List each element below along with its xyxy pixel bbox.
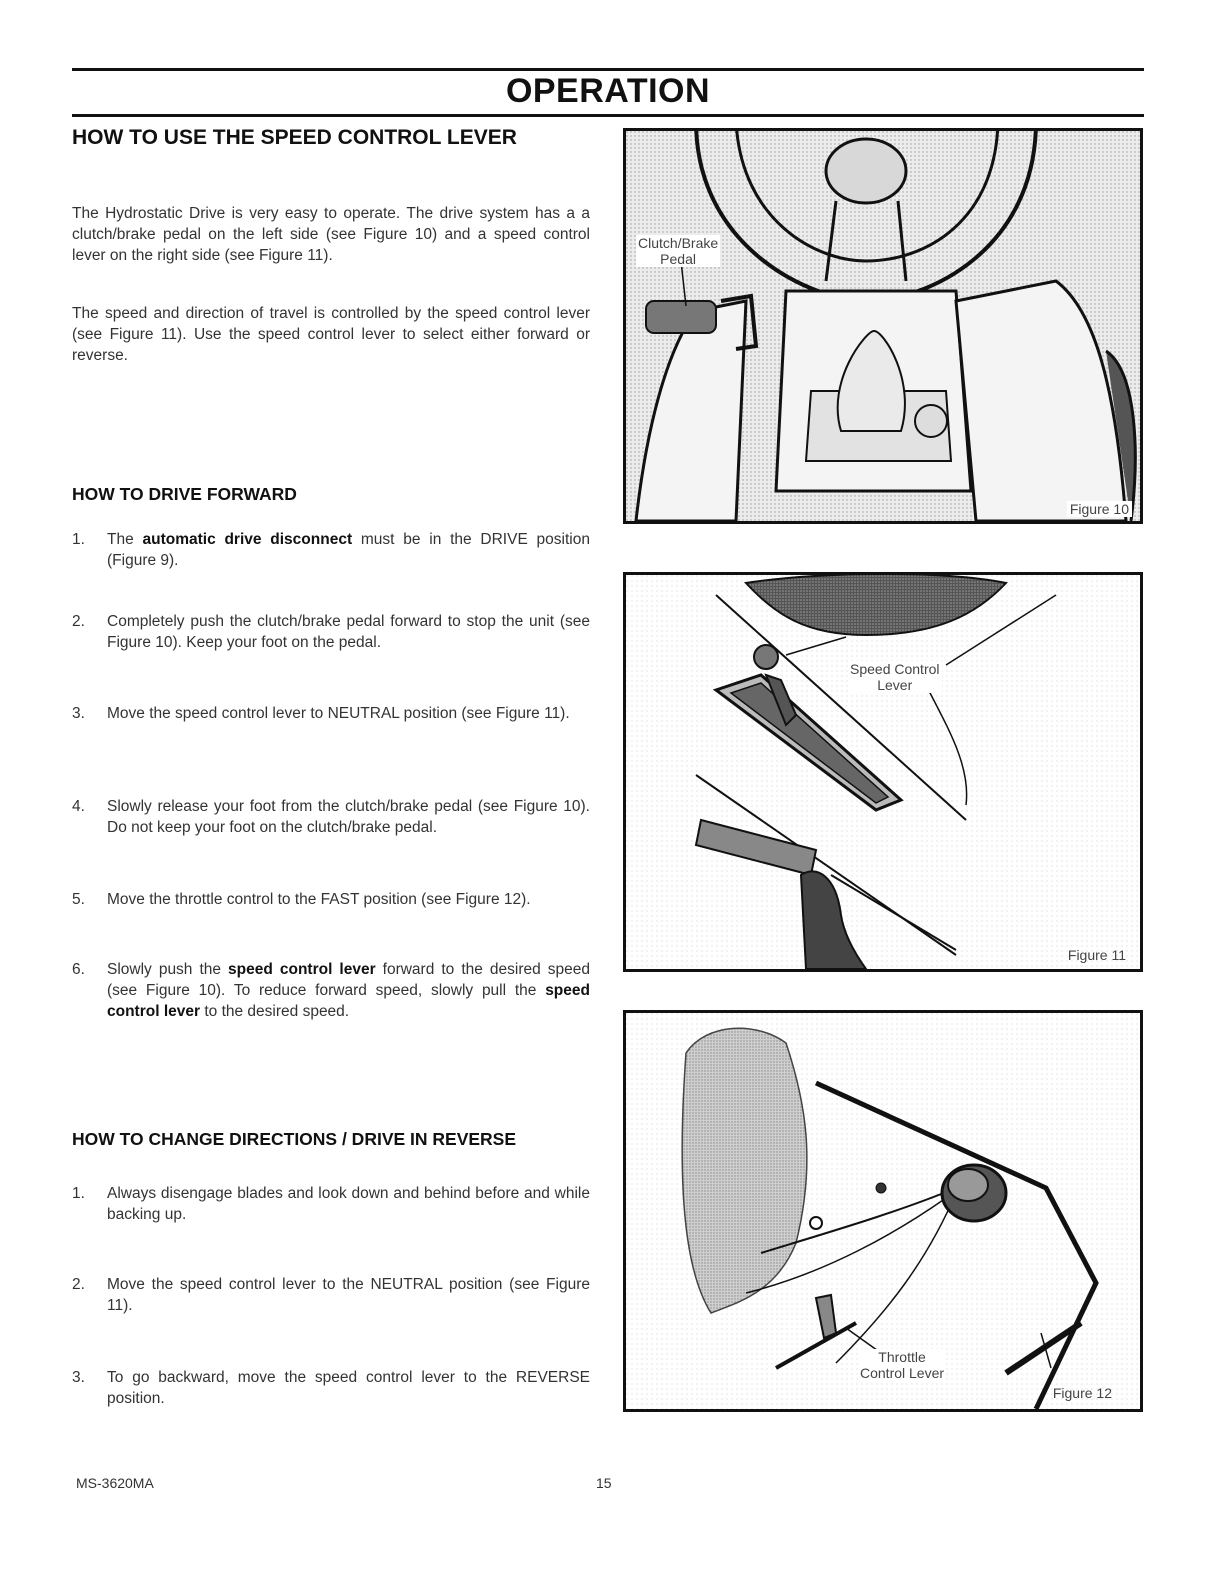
clutch-brake-pedal-label: Clutch/Brake Pedal [638,235,719,267]
section-heading-reverse: HOW TO CHANGE DIRECTIONS / DRIVE IN REVERSE [72,1129,517,1149]
intro-paragraph-1: The Hydrostatic Drive is very easy to operate. The drive system has a a clutch/brake pedal on the left side (see Figure 10) and a speed control lever on the right side (see Figure 11). [72,205,590,264]
figure-10 [623,128,1143,524]
bold-term: speed control lever [228,961,376,978]
top-rule [72,68,1144,71]
step-text: Slowly release your foot from the clutch/brake pedal (see Figure 10). Do not keep your foot on the clutch/brake pedal. [107,798,590,836]
step-number: 2. [72,1276,85,1293]
reverse-step-3 [72,1367,590,1409]
intro-paragraph-2: The speed and direction of travel is controlled by the speed control lever (see Figure 11). Use the speed control lever to select either forward or reverse. [72,305,590,364]
section-heading-forward: HOW TO DRIVE FORWARD [72,484,297,504]
step-number: 1. [72,531,85,548]
step-number: 6. [72,961,85,978]
forward-step-1 [72,529,590,571]
figure-12-caption: Figure 12 [1052,1385,1112,1401]
step-number: 5. [72,891,85,908]
step-text: Move the speed control lever to NEUTRAL position (see Figure 11). [107,705,570,722]
forward-step-6 [72,959,590,1022]
step-text: The automatic drive disconnect must be in the DRIVE position (Figure 9). [107,531,590,569]
step-number: 4. [72,798,85,815]
step-text: Always disengage blades and look down and behind before and while backing up. [107,1185,590,1223]
page-number: 15 [596,1475,612,1491]
step-text: Move the speed control lever to the NEUTRAL position (see Figure 11). [107,1276,590,1314]
forward-step-5 [72,889,590,910]
step-text: Move the throttle control to the FAST position (see Figure 12). [107,891,531,908]
step-number: 1. [72,1185,85,1202]
manual-code: MS-3620MA [76,1475,154,1491]
bold-term: speed control lever [107,982,590,1020]
step-text: To go backward, move the speed control lever to the REVERSE position. [107,1369,590,1407]
page-title: OPERATION [505,72,711,110]
forward-step-2 [72,611,590,653]
title-underline [72,114,1144,117]
step-number: 2. [72,613,85,630]
figure-12 [623,1010,1143,1412]
reverse-step-2 [72,1274,590,1316]
figure-11 [623,572,1143,972]
figure-11-caption: Figure 11 [1067,947,1126,963]
bold-term: automatic drive disconnect [142,531,353,548]
forward-step-3 [72,703,590,724]
figure-10-illustration [626,131,1140,521]
speed-control-lever-label: Speed Control Lever [850,661,940,693]
throttle-control-lever-label: Throttle Control Lever [860,1349,945,1381]
reverse-step-1 [72,1183,590,1225]
forward-step-4 [72,796,590,838]
figure-11-illustration [626,575,1140,969]
step-text: Completely push the clutch/brake pedal forward to stop the unit (see Figure 10). Keep your foot on the pedal. [107,613,590,651]
figure-10-caption: Figure 10 [1067,501,1132,517]
step-text: Slowly push the speed control lever forward to the desired speed (see Figure 10). To reduce forward speed, slowly pull the speed control lever to the desired speed. [107,961,590,1020]
section-heading-speed-lever: HOW TO USE THE SPEED CONTROL LEVER [72,126,517,149]
step-number: 3. [72,1369,85,1386]
step-number: 3. [72,705,85,722]
